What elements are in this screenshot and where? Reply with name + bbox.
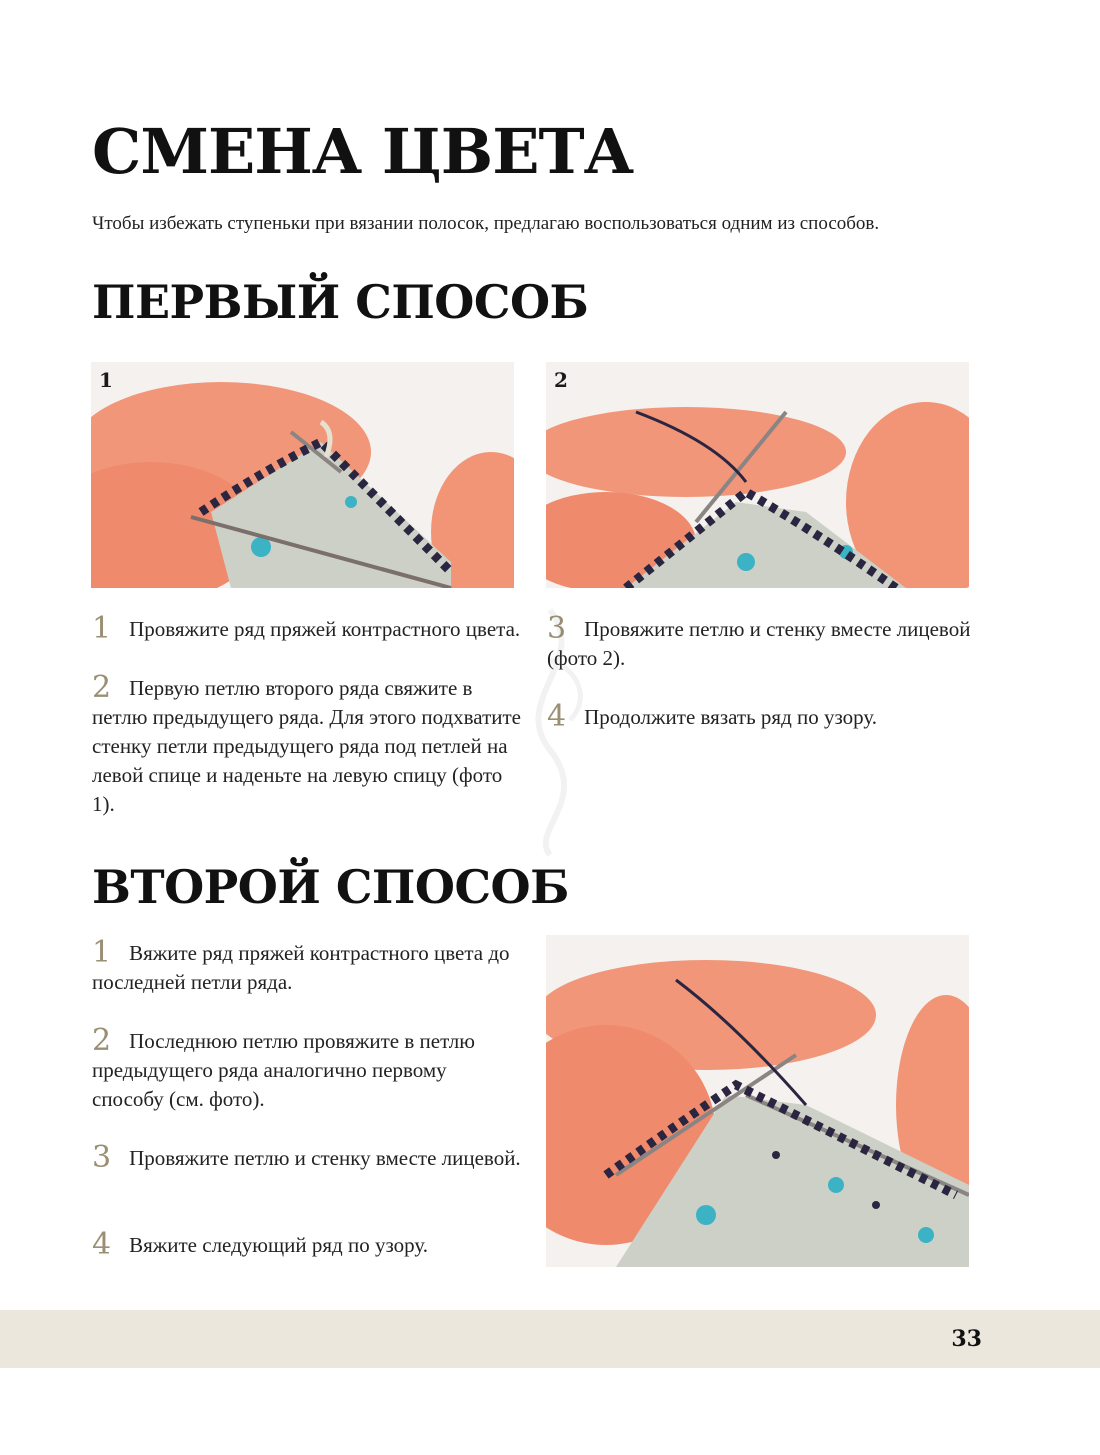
method2-heading: ВТОРОЙ СПОСОБ xyxy=(92,860,569,914)
step-number: 3 xyxy=(547,611,567,646)
photo-number-2: 2 xyxy=(554,368,568,392)
method1-heading: ПЕРВЫЙ СПОСОБ xyxy=(92,275,589,329)
method2-step-3 xyxy=(92,1140,522,1175)
method1-step-1 xyxy=(92,611,522,646)
method2-step-4 xyxy=(92,1227,522,1262)
photo-2 xyxy=(546,362,969,588)
step-number: 1 xyxy=(92,611,112,646)
step-text: Провяжите петлю и стенку вместе лицевой (фото 2). xyxy=(547,617,971,670)
footer-band xyxy=(0,1310,1100,1368)
step-text: Последнюю петлю провяжите в петлю предыдущего ряда аналогично первому способу (см. фото). xyxy=(92,1029,475,1111)
ornament-watermark xyxy=(470,600,630,860)
intro-text: Чтобы избежать ступеньки при вязании полосок, предлагаю воспользоваться одним из способов. xyxy=(92,213,880,234)
step-number: 3 xyxy=(92,1140,112,1175)
step-text: Вяжите ряд пряжей контрастного цвета до последней петли ряда. xyxy=(92,941,510,994)
photo-1 xyxy=(91,362,514,588)
step-number: 4 xyxy=(547,699,567,734)
step-text: Провяжите ряд пряжей контрастного цвета. xyxy=(129,617,521,641)
step-text: Вяжите следующий ряд по узору. xyxy=(129,1233,428,1257)
step-number: 2 xyxy=(92,1023,112,1058)
method1-step-2 xyxy=(92,670,522,819)
method2-step-1 xyxy=(92,935,522,997)
knitting-photo-1-image xyxy=(91,362,514,588)
page-number: 33 xyxy=(951,1326,982,1352)
page-title: СМЕНА ЦВЕТА xyxy=(92,115,634,188)
photo-number-1: 1 xyxy=(99,368,113,392)
step-number: 2 xyxy=(92,670,112,705)
photo-3 xyxy=(546,935,969,1267)
step-text: Первую петлю второго ряда свяжите в петлю предыдущего ряда. Для этого подхватите стенку петли предыдущего ряда под петлей на левой спице и наденьте на левую спицу (фото 1). xyxy=(92,676,522,816)
step-number: 1 xyxy=(92,935,112,970)
knitting-photo-2-image xyxy=(546,362,969,588)
step-number: 4 xyxy=(92,1227,112,1262)
step-text: Продолжите вязать ряд по узору. xyxy=(584,705,878,729)
step-text: Провяжите петлю и стенку вместе лицевой. xyxy=(129,1146,521,1170)
knitting-photo-3-image xyxy=(546,935,969,1267)
method2-step-2 xyxy=(92,1023,522,1114)
